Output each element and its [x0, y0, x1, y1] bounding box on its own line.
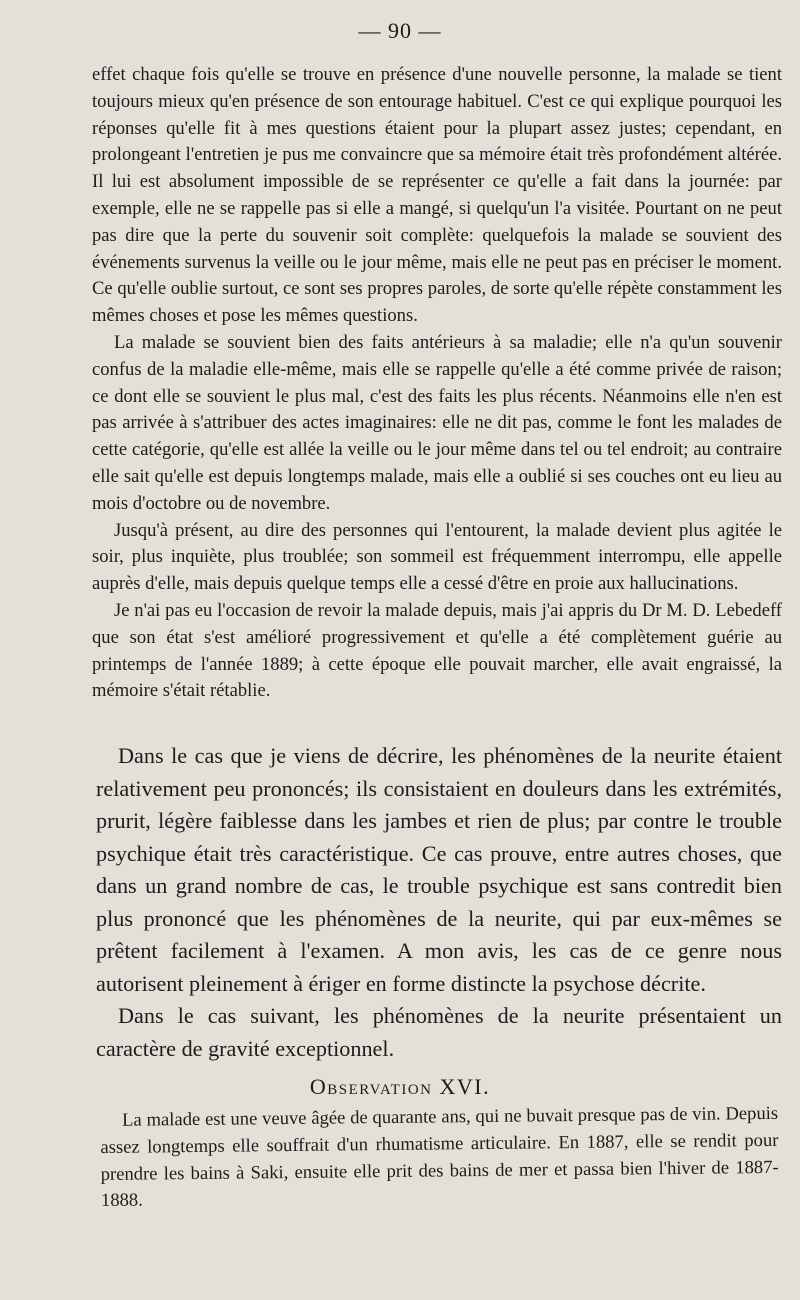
observation-heading: Observation XVI. — [309, 1074, 491, 1099]
paragraph-current-state: Jusqu'à présent, au dire des personnes qui l'entourent, la malade devient plus agitée le soir, plus inquiète, plus troublée; son sommeil est fréquemment interrompu, elle appelle auprès d'elle, mais depuis quelque temps elle a cessé d'être en proie aux hallucinations. — [92, 519, 782, 595]
page-number: — 90 — — [358, 18, 442, 43]
paragraph-memory-alteration: effet chaque fois qu'elle se trouve en présence d'une nouvelle personne, la malade se tient toujours mieux qu'en présence de son entourage habituel. C'est ce qui explique pourquoi les réponses qu'elle fit à mes questions étaient pour la plupart assez justes; cependant, en prolongeant l'entretien je pus me convaincre que sa mémoire était très profondément altérée. Il lui est absolument impossible de se représenter ce qu'elle a fait dans la journée: par exemple, elle ne se rappelle pas si elle a mangé, si quelqu'un l'a visitée. Pourtant on ne peut pas dire que la perte du souvenir soit complète: quelquefois la malade se souvient des événements survenus la veille ou le jour même, mais elle ne peut pas en préciser le moment. Ce qu'elle oublie surtout, ce sont ses propres paroles, de sorte qu'elle répète constamment les mêmes choses et pose les mêmes questions. — [92, 64, 782, 327]
case-narrative — [92, 62, 782, 705]
paragraph-observation-start: La malade est une veuve âgée de quarante ans, qui ne buvait presque pas de vin. Depuis assez longtemps elle souffrait d'un rhumatisme articulaire. En 1887, elle se rendit pour prendre les bains à Saki, ensuite elle prit des bains de mer et passa bien l'hiver de 1887-1888. — [100, 1102, 779, 1212]
paragraph-next-case-intro: Dans le cas suivant, les phénomènes de la neurite présentaient un caractère de gravité exceptionnel. — [96, 1003, 782, 1061]
paragraph-past-facts: La malade se souvient bien des faits antérieurs à sa maladie; elle n'a qu'un souvenir confus de la maladie elle-même, mais elle se rappelle qu'elle a été comme privée de raison; ce dont elle se souvient le plus mal, c'est des faits les plus récents. Néanmoins elle n'en est pas arrivée à s'attribuer des actes imaginaires: elle ne dit pas, comme le font les malades de cette catégorie, qu'elle est allée la veille ou le jour même dans tel ou tel endroit; au contraire elle sait qu'elle est depuis longtemps malade, mais elle a oublié si ses couches ont eu lieu au mois d'octobre ou de novembre. — [92, 331, 782, 514]
commentary — [96, 740, 782, 1065]
observation-text — [100, 1101, 779, 1215]
paragraph-neuritis-commentary: Dans le cas que je viens de décrire, les phénomènes de la neurite étaient relativement peu prononcés; ils consistaient en douleurs dans les extrémités, prurit, légère faiblesse dans les jambes et rien de plus; par contre le trouble psychique était très caractéristique. Ce cas prouve, entre autres choses, que dans un grand nombre de cas, le trouble psychique est sans contredit bien plus prononcé que les phénomènes de la neurite, qui par eux-mêmes se prêtent facilement à l'examen. A mon avis, les cas de ce genre nous autorisent pleinement à ériger en forme distincte la psychose décrite. — [96, 743, 782, 996]
paragraph-recovery: Je n'ai pas eu l'occasion de revoir la malade depuis, mais j'ai appris du Dr M. D. Lebedeff que son état s'est amélioré progressivement et qu'elle a été complètement guérie au printemps de l'année 1889; à cette époque elle pouvait marcher, elle avait engraissé, la mémoire s'était rétablie. — [92, 599, 782, 702]
